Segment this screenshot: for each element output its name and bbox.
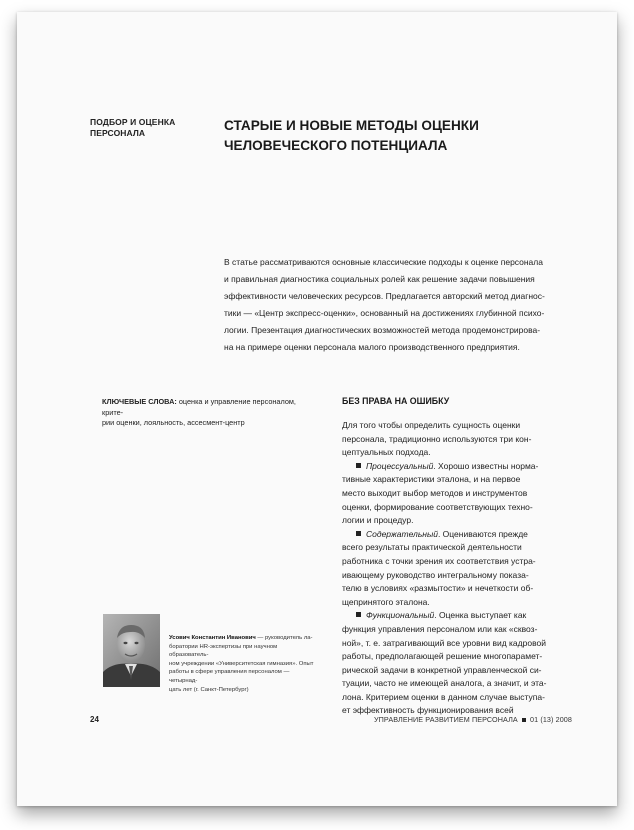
abstract xyxy=(224,254,558,355)
author-bio-line: ном учреждении «Университетская гимназия». Опыт xyxy=(169,660,314,667)
bullet-square-icon xyxy=(356,612,361,617)
section-heading: БЕЗ ПРАВА НА ОШИБКУ xyxy=(342,396,450,406)
body-text xyxy=(342,419,568,718)
body-line: персонала, традиционно используются три кон- xyxy=(342,433,532,444)
abstract-line: эффективности человеческих ресурсов. Предлагается авторский метод диагнос- xyxy=(224,290,545,301)
author-bio-line: боратории HR-экспертизы при научном образователь- xyxy=(169,643,278,659)
bullet-square-icon xyxy=(356,531,361,536)
author-name: Усович Константин Иванович xyxy=(169,635,256,641)
body-line: ет эффективность функционирования всей xyxy=(342,705,514,716)
approach-3: Функциональный. Оценка выступает как xyxy=(342,609,568,623)
keywords xyxy=(102,397,314,429)
body-line: щепринятого эталона. xyxy=(342,596,430,607)
approach-1: Процессуальный. Хорошо известны норма- xyxy=(342,460,568,474)
body-line: тивные характеристики эталона, и на первое xyxy=(342,474,521,485)
journal-issue: 01 (13) 2008 xyxy=(530,715,572,724)
author-bio-line: цать лет (г. Санкт-Петербург) xyxy=(169,686,249,693)
body-line: туации, часто не имеющей аналога, а значит, и эта- xyxy=(342,678,547,689)
body-line: ной», т. е. затрагивающий все уровни вид кадровой xyxy=(342,637,546,648)
section-label-line2: ПЕРСОНАЛА xyxy=(90,128,146,138)
approach-term: Функциональный xyxy=(366,610,435,621)
page-number: 24 xyxy=(90,715,99,724)
abstract-line: и правильная диагностика социальных ролей как решение задачи повышения xyxy=(224,273,535,284)
body-line: всего результаты практической деятельности xyxy=(342,542,522,553)
body-line: телю в условиях «размытости» и нечеткости об- xyxy=(342,583,534,594)
approach-term: Процессуальный xyxy=(366,460,434,471)
body-line: Для того чтобы определить сущность оценки xyxy=(342,420,521,430)
body-line: цептуальных подхода. xyxy=(342,447,431,458)
section-label-line1: ПОДБОР И ОЦЕНКА xyxy=(90,117,176,127)
author-portrait-icon xyxy=(103,614,160,687)
keywords-text: оценка и управление персоналом, крите- xyxy=(102,397,296,417)
bullet-square-icon xyxy=(356,463,361,468)
body-line: оценки, формирование соответствующих техно- xyxy=(342,501,533,512)
author-photo xyxy=(103,614,160,687)
abstract-line: логии. Презентация диагностических возможностей метода продемонстрирова- xyxy=(224,324,541,335)
keywords-text-line2: рии оценки, лояльность, ассесмент-центр xyxy=(102,418,245,427)
body-line: рической задачи в конкретной управленческой си- xyxy=(342,664,542,675)
approach-2: Содержательный. Оцениваются прежде xyxy=(342,528,568,542)
body-line: ивающему руководство интегральному показа- xyxy=(342,569,529,580)
journal-footer xyxy=(374,715,572,724)
approach-term: Содержательный xyxy=(366,528,438,539)
abstract-line: на на примере оценки персонала малого производственного предприятия. xyxy=(224,341,520,352)
body-line: работы, предполагающей решение многопарамет- xyxy=(342,651,543,662)
keywords-label: КЛЮЧЕВЫЕ СЛОВА: xyxy=(102,397,177,406)
abstract-line: тики — «Центр экспресс-оценки», основанный на достижениях глубинной психо- xyxy=(224,307,545,318)
article-title-line1: СТАРЫЕ И НОВЫЕ МЕТОДЫ ОЦЕНКИ xyxy=(224,118,479,133)
article-title xyxy=(224,116,554,156)
body-line: логии и процедур. xyxy=(342,515,414,526)
article-title-line2: ЧЕЛОВЕЧЕСКОГО ПОТЕНЦИАЛА xyxy=(224,138,448,153)
author-bio-line: работы в сфере управления персоналом — четырнад- xyxy=(169,669,290,684)
section-label xyxy=(90,117,200,139)
abstract-line: В статье рассматриваются основные классические подходы к оценке персонала xyxy=(224,257,543,267)
body-line: функция управления персоналом или как «сквоз- xyxy=(342,623,538,634)
body-line: место выходит выбор методов и инструментов xyxy=(342,487,528,498)
journal-name: УПРАВЛЕНИЕ РАЗВИТИЕМ ПЕРСОНАЛА xyxy=(373,715,518,724)
body-line: лона. Критерием оценки в данном случае выступа- xyxy=(342,691,545,702)
author-bio: Усович Константин Иванович — руководитель ла- боратории HR-экспертизы при научном образователь- ном учреждении «Университетская гимназия». Опыт работы в сфере управления персоналом — четырнад- цать лет (г. Санкт-Петербург) xyxy=(169,635,314,693)
body-line: работника с точки зрения их соответствия устра- xyxy=(342,555,536,566)
separator-square-icon xyxy=(522,718,526,722)
